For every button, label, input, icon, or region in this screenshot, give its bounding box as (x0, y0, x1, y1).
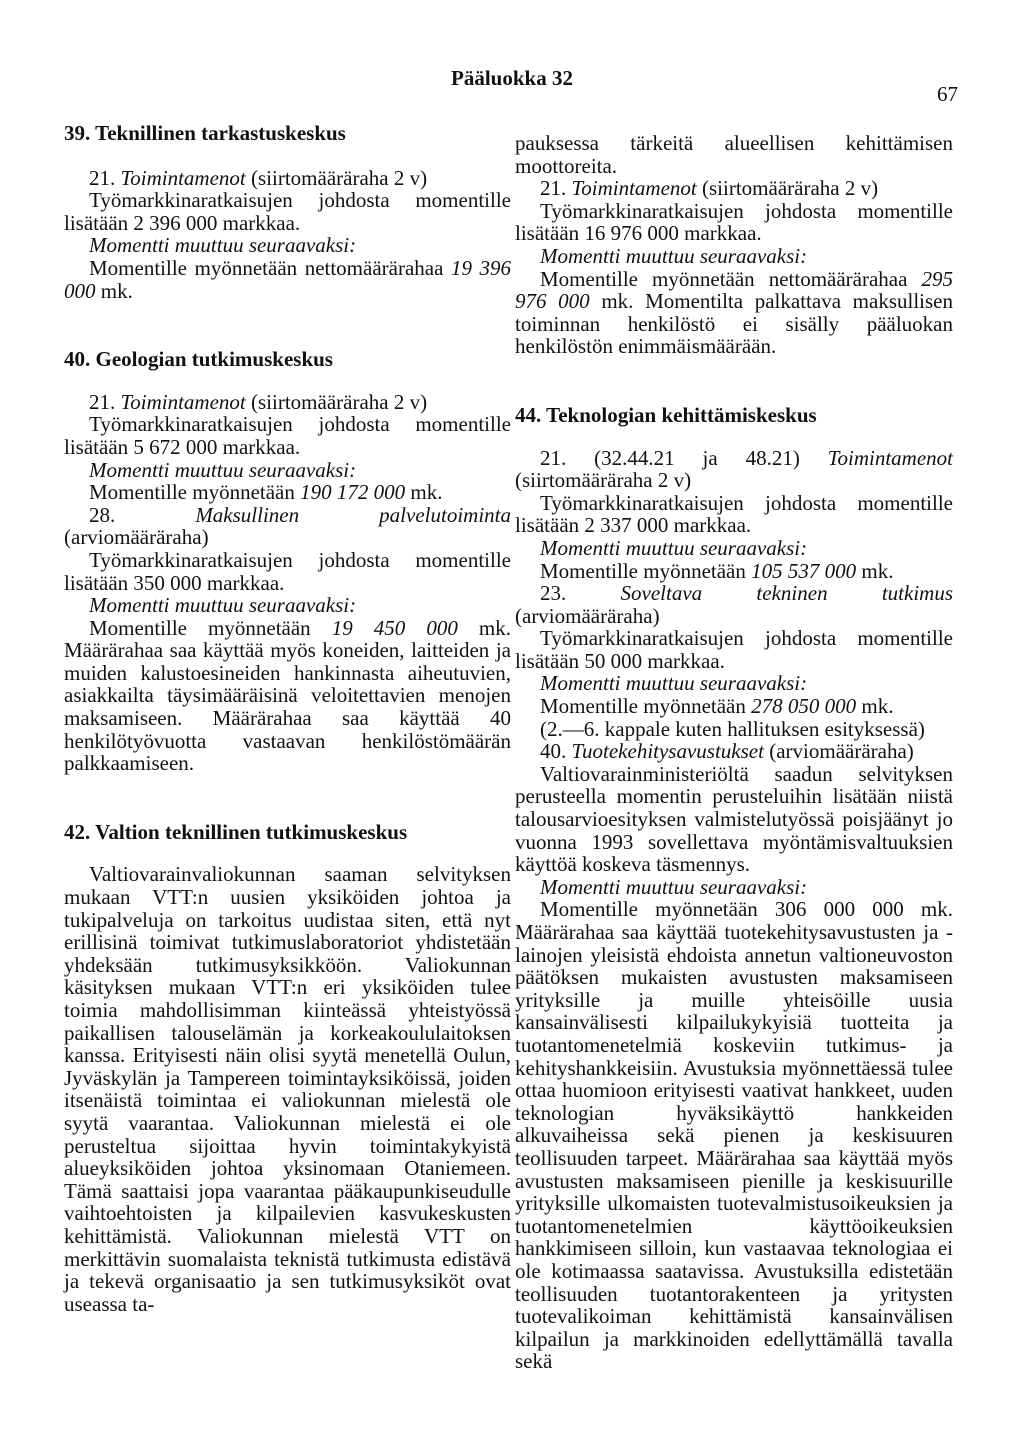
moment-title: Toimintamenot (827, 445, 953, 470)
moment-grant: Momentille myönnetään 19 450 000 mk. Määrärahaa saa käyttää myös koneiden, laitteiden ja muiden kalustoesineiden hankinnasta aiheutuvien, asiakkailta täysimääräisinä veloitettavien menojen maksamiseen. Määrärahaa saa käyttää 40 henkilötyövuotta vastaavan henkilöstömäärän palkkaamiseen. (64, 615, 512, 776)
moment-21-paragraph: 21. Toimintamenot (siirtomääräraha 2 v) (540, 176, 879, 201)
moment-change-label: Momentti muuttuu seuraavaksi: (89, 233, 357, 258)
moment-text: Valtiovarainministeriöltä saadun selvityksen perusteella momentin perusteluihin lisätään niistä talousarvioesityksen valmistelutyössä poisjäänyt jo vuonna 1993 sovellettava myöntämisvaltuuksien käyttöä koskeva täsmennys. (515, 761, 953, 877)
left-column (64, 120, 511, 1315)
moment-note: (2.—6. kappale kuten hallituksen esityksessä) (540, 716, 925, 741)
grant-amount: 190 172 000 (300, 480, 406, 505)
moment-text: Työmarkkinaratkaisujen johdosta momentille lisätään 2 396 000 markkaa. (64, 188, 511, 235)
grant-amount: 105 537 000 (751, 558, 857, 583)
moment-change-label: Momentti muuttuu seuraavaksi: (540, 874, 808, 899)
moment-change-label: Momentti muuttuu seuraavaksi: (89, 457, 357, 482)
moment-21-paragraph (64, 167, 511, 190)
moment-21-paragraph: 21. (32.44.21 ja 48.21) Toimintamenot (siirtomääräraha 2 v) (515, 445, 953, 493)
grant-amount: 295 976 000 (515, 266, 953, 314)
moment-change-label: Momentti muuttuu seuraavaksi: (540, 243, 808, 268)
moment-number: 21. (89, 165, 116, 190)
moment-change-label: Momentti muuttuu seuraavaksi: (89, 593, 357, 618)
section-42-text: Valtiovarainvaliokunnan saaman selvityksen mukaan VTT:n uusien yksiköiden johtoa ja tukipalveluja on tarkoitus uudistaa siten, että nyt erillisinä toimivat tutkimuslaboratoriot yhdistetään yhdeksään tutkimusyksikköön. Valiokunnan käsityksen mukaan VTT:n eri yksiköiden tulee toimia mahdollisimman kiinteässä yhteistyössä paikallisen talouselämän ja korkeakoululaitoksen kanssa. Erityisesti näin olisi syytä menetellä Oulun, Jyväskylän ja Tampereen toimintayksiköissä, joiden itsenäistä toimintaa ei valiokunnan mielestä ole syytä vaarantaa. Valiokunnan mielestä ei ole perusteltua sijoittaa hyvin toimintakykyistä alueyksiköiden johtoa yksinomaan Otaniemeen. Tämä saattaisi jopa vaarantaa pääkaupunkiseudulle vaihtoehtoisten ja kilpailevien kasvukeskusten kehittämistä. Valiokunnan mielestä VTT on merkittävin suomalaista teknistä tutkimusta edistävä ja tekevä organisaatio ja sen tutkimusyksiköt ovat useassa ta- (64, 862, 511, 1316)
grant-amount: 19 396 000 (64, 255, 512, 303)
moment-text: Työmarkkinaratkaisujen johdosta momentille lisätään 2 337 000 markkaa. (515, 490, 953, 538)
moment-grant: Momentille myönnetään 306 000 000 mk. Määrärahaa saa käyttää tuotekehitysavustusten ja -lainojen yleisistä ehdoista annetun valtioneuvoston päätöksen mukaisten avustusten maksamiseen yrityksille ja muille yhteisöille uusia kansainvälisesti kilpailukykyisiä tuotteita ja tuotantomenetelmiä koskeviin tutkimus- ja kehityshankkeisiin. Avustuksia myönnettäessä tulee ottaa huomioon erityisesti vaativat hankkeet, uuden teknologian hyväksikäyttö hankkeiden alkuvaiheissa sekä pienen ja keskisuuren teollisuuden tarpeet. Määrärahaa saa käyttää myös avustusten maksamiseen pienille ja keskisuurille yrityksille ulkomaisten tuotevalmistusoikeuksien ja tuotantomenetelmien käyttöoikeuksien hankkimiseen silloin, kun vastaavaa teknologiaa ei ole kotimaassa saatavissa. Avustuksilla edistetään teollisuuden tuotantorakenteen ja yritysten tuotevalikoiman kehittämistä kansainvälisen kilpailun ja markkinoiden edellyttämällä tavalla sekä (515, 897, 953, 1374)
continued-text: pauksessa tärkeitä alueellisen kehittämisen moottoreita. (515, 131, 953, 178)
moment-40-paragraph: 40. Tuotekehitysavustukset (arviomääräraha) (540, 739, 914, 764)
moment-text: Työmarkkinaratkaisujen johdosta momentille lisätään 350 000 markkaa. (64, 547, 511, 595)
moment-grant: Momentille myönnetään nettomäärärahaa 295 976 000 mk. Momentilta palkattava maksullisen toiminnan henkilöstö ei sisälly pääluokan henkilöstön enimmäismäärään. (515, 266, 954, 359)
moment-title: Tuotekehitysavustukset (571, 739, 764, 764)
moment-grant: Momentille myönnetään 278 050 000 mk. (540, 694, 894, 719)
moment-title: Toimintamenot (120, 389, 246, 414)
moment-grant: Momentille myönnetään 190 172 000 mk. (89, 480, 443, 505)
right-column (515, 120, 953, 1373)
section-heading-40: 40. Geologian tutkimuskeskus (64, 347, 333, 372)
moment-title: Soveltava tekninen tutkimus (620, 581, 953, 606)
moment-title: Maksullinen palvelutoiminta (195, 502, 511, 527)
moment-change-label: Momentti muuttuu seuraavaksi: (540, 671, 808, 696)
moment-grant: Momentille myönnetään nettomäärärahaa 19 396 000 mk. (64, 255, 512, 303)
moment-type: (siirtomääräraha 2 v) (245, 165, 428, 190)
moment-21-paragraph: 21. Toimintamenot (siirtomääräraha 2 v) (89, 389, 428, 414)
section-heading-42: 42. Valtion teknillinen tutkimuskeskus (64, 819, 408, 844)
grant-amount: 278 050 000 (751, 694, 857, 719)
moment-text: Työmarkkinaratkaisujen johdosta momentille lisätään 50 000 markkaa. (515, 626, 953, 673)
section-heading-39: 39. Teknillinen tarkastuskeskus (64, 121, 346, 145)
moment-title: Toimintamenot (120, 165, 246, 190)
moment-23-paragraph: 23. Soveltava tekninen tutkimus (arviomääräraha) (515, 581, 953, 628)
moment-change-label: Momentti muuttuu seuraavaksi: (540, 535, 808, 560)
grant-amount: 19 450 000 (331, 615, 458, 640)
moment-text: Työmarkkinaratkaisujen johdosta momentille lisätään 16 976 000 markkaa. (515, 198, 953, 246)
page-number: 67 (937, 82, 958, 106)
page-header-title: Pääluokka 32 (451, 66, 573, 90)
moment-title: Toimintamenot (571, 176, 697, 201)
moment-grant: Momentille myönnetään 105 537 000 mk. (540, 558, 894, 583)
moment-text: Työmarkkinaratkaisujen johdosta momentille lisätään 5 672 000 markkaa. (64, 412, 511, 459)
moment-28-paragraph: 28. Maksullinen palvelutoiminta (arviomääräraha) (64, 502, 511, 550)
section-heading-44: 44. Teknologian kehittämiskeskus (515, 402, 817, 427)
